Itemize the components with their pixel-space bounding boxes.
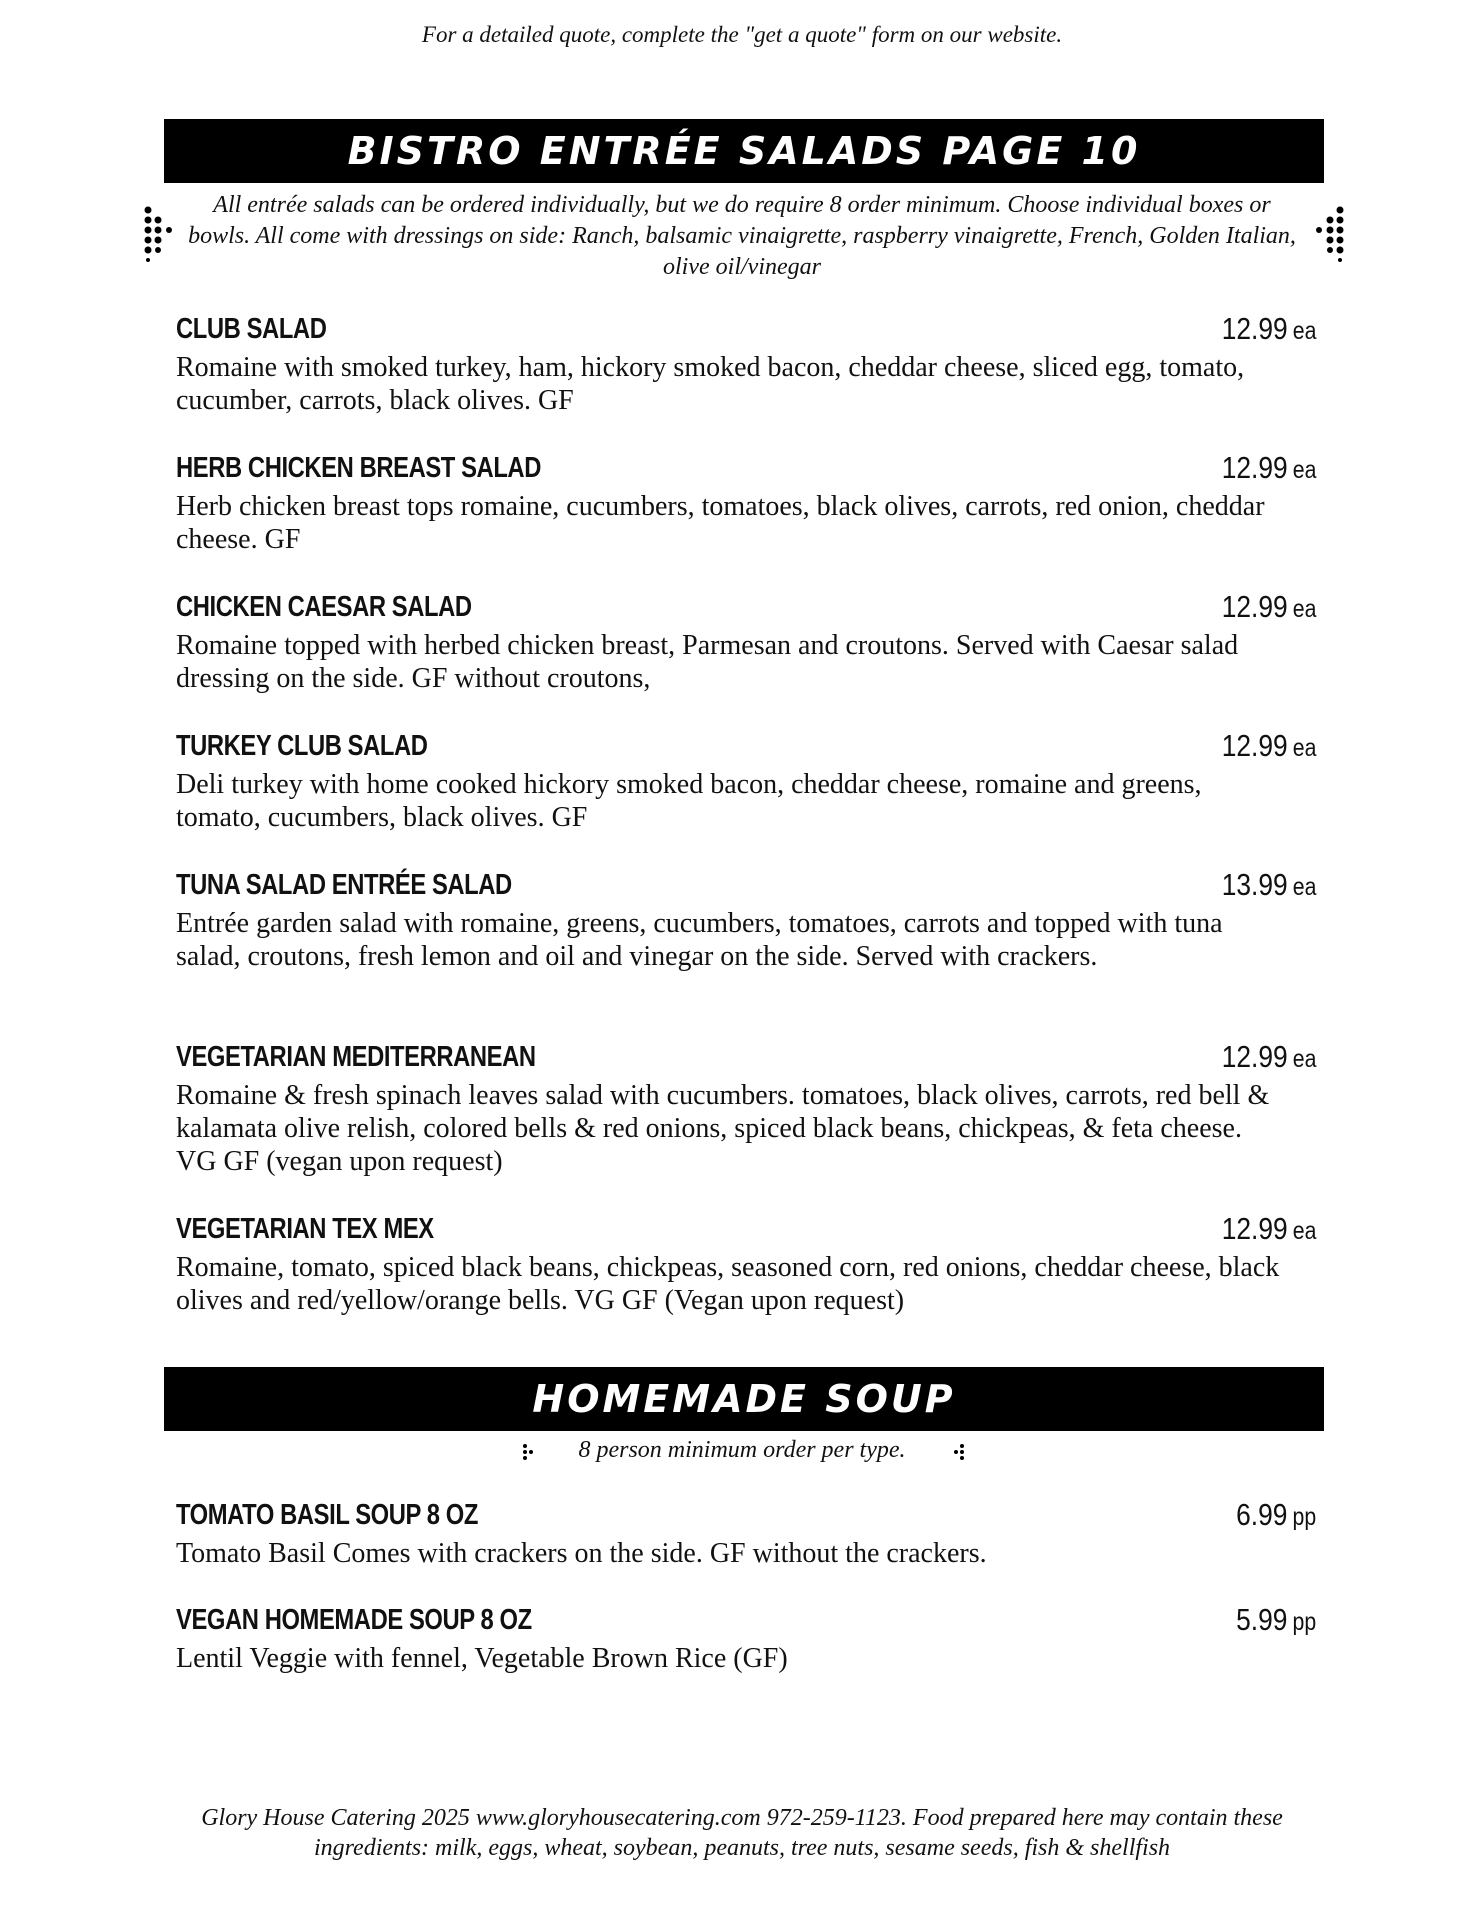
item-price: 12.99 ea [1221,728,1316,763]
quote-note: For a detailed quote, complete the "get a quote" form on our website. [421,22,1063,47]
menu-item [176,587,1316,695]
menu-item [176,309,1316,417]
item-name: VEGETARIAN MEDITERRANEAN [176,1041,536,1073]
item-description: Herb chicken breast tops romaine, cucumbers, tomatoes, black olives, carrots, red onion, cheddar cheese. GF [176,491,1265,555]
soup-heading: HOMEMADE SOUP [164,1367,1324,1431]
item-description: Romaine & fresh spinach leaves salad with cucumbers. tomatoes, black olives, carrots, red bell & kalamata olive relish, colored bells & red onions, spiced black beans, chickpeas, & feta cheese. VG GF (vegan upon request) [176,1080,1270,1177]
item-name: TURKEY CLUB SALAD [176,730,428,762]
right-dot-ornament-icon [1310,206,1346,262]
item-price: 12.99 ea [1221,450,1316,485]
item-name: VEGAN HOMEMADE SOUP 8 OZ [176,1604,532,1636]
salads-intro: All entrée salads can be ordered individually, but we do require 8 order minimum. Choose individual boxes or bowls. All come with dressings on side: Ranch, balsamic vinaigrette, raspberry vinaigrette, French, Golden Italian, olive oil/vinegar [188,192,1296,280]
item-price: 12.99 ea [1221,1039,1316,1074]
item-price: 12.99 ea [1221,1211,1316,1246]
menu-item [176,1037,1316,1178]
left-dot-ornament-icon [142,206,178,262]
item-name: TUNA SALAD ENTRÉE SALAD [176,869,512,901]
salads-heading: BISTRO ENTRÉE SALADS PAGE 10 [164,119,1324,183]
item-description: Deli turkey with home cooked hickory smoked bacon, cheddar cheese, romaine and greens, tomato, cucumbers, black olives. GF [176,769,1202,833]
item-name: CLUB SALAD [176,313,327,345]
item-price: 5.99 pp [1235,1602,1316,1637]
item-price: 13.99 ea [1221,867,1316,902]
item-description: Romaine with smoked turkey, ham, hickory smoked bacon, cheddar cheese, sliced egg, tomato, cucumber, carrots, black olives. GF [176,352,1245,416]
menu-item [176,1209,1316,1317]
menu-item [176,448,1316,556]
menu-item [176,726,1316,834]
item-price: 12.99 ea [1221,589,1316,624]
item-name: VEGETARIAN TEX MEX [176,1213,434,1245]
item-description: Romaine, tomato, spiced black beans, chickpeas, seasoned corn, red onions, cheddar cheese, black olives and red/yellow/orange bells. VG GF (Vegan upon request) [176,1252,1280,1316]
item-price: 6.99 pp [1235,1497,1316,1532]
item-description: Tomato Basil Comes with crackers on the side. GF without the crackers. [176,1538,987,1569]
item-name: CHICKEN CAESAR SALAD [176,591,472,623]
menu-item [176,1600,1316,1675]
menu-item [176,865,1316,973]
footer-allergen-note: Glory House Catering 2025 www.gloryhousecatering.com 972-259-1123. Food prepared here may contain these ingredients: milk, eggs, wheat, soybean, peanuts, tree nuts, sesame seeds, fish & shellfish [201,1805,1283,1861]
item-name: TOMATO BASIL SOUP 8 OZ [176,1499,478,1531]
soup-minimum-note: 8 person minimum order per type. [578,1437,906,1463]
item-price: 12.99 ea [1221,311,1316,346]
item-description: Entrée garden salad with romaine, greens, cucumbers, tomatoes, carrots and topped with tuna salad, croutons, fresh lemon and oil and vinegar on the side. Served with crackers. [176,908,1223,972]
item-description: Romaine topped with herbed chicken breast, Parmesan and croutons. Served with Caesar salad dressing on the side. GF without croutons, [176,630,1239,694]
menu-item [176,1495,1316,1570]
item-description: Lentil Veggie with fennel, Vegetable Brown Rice (GF) [176,1643,788,1674]
item-name: HERB CHICKEN BREAST SALAD [176,452,541,484]
